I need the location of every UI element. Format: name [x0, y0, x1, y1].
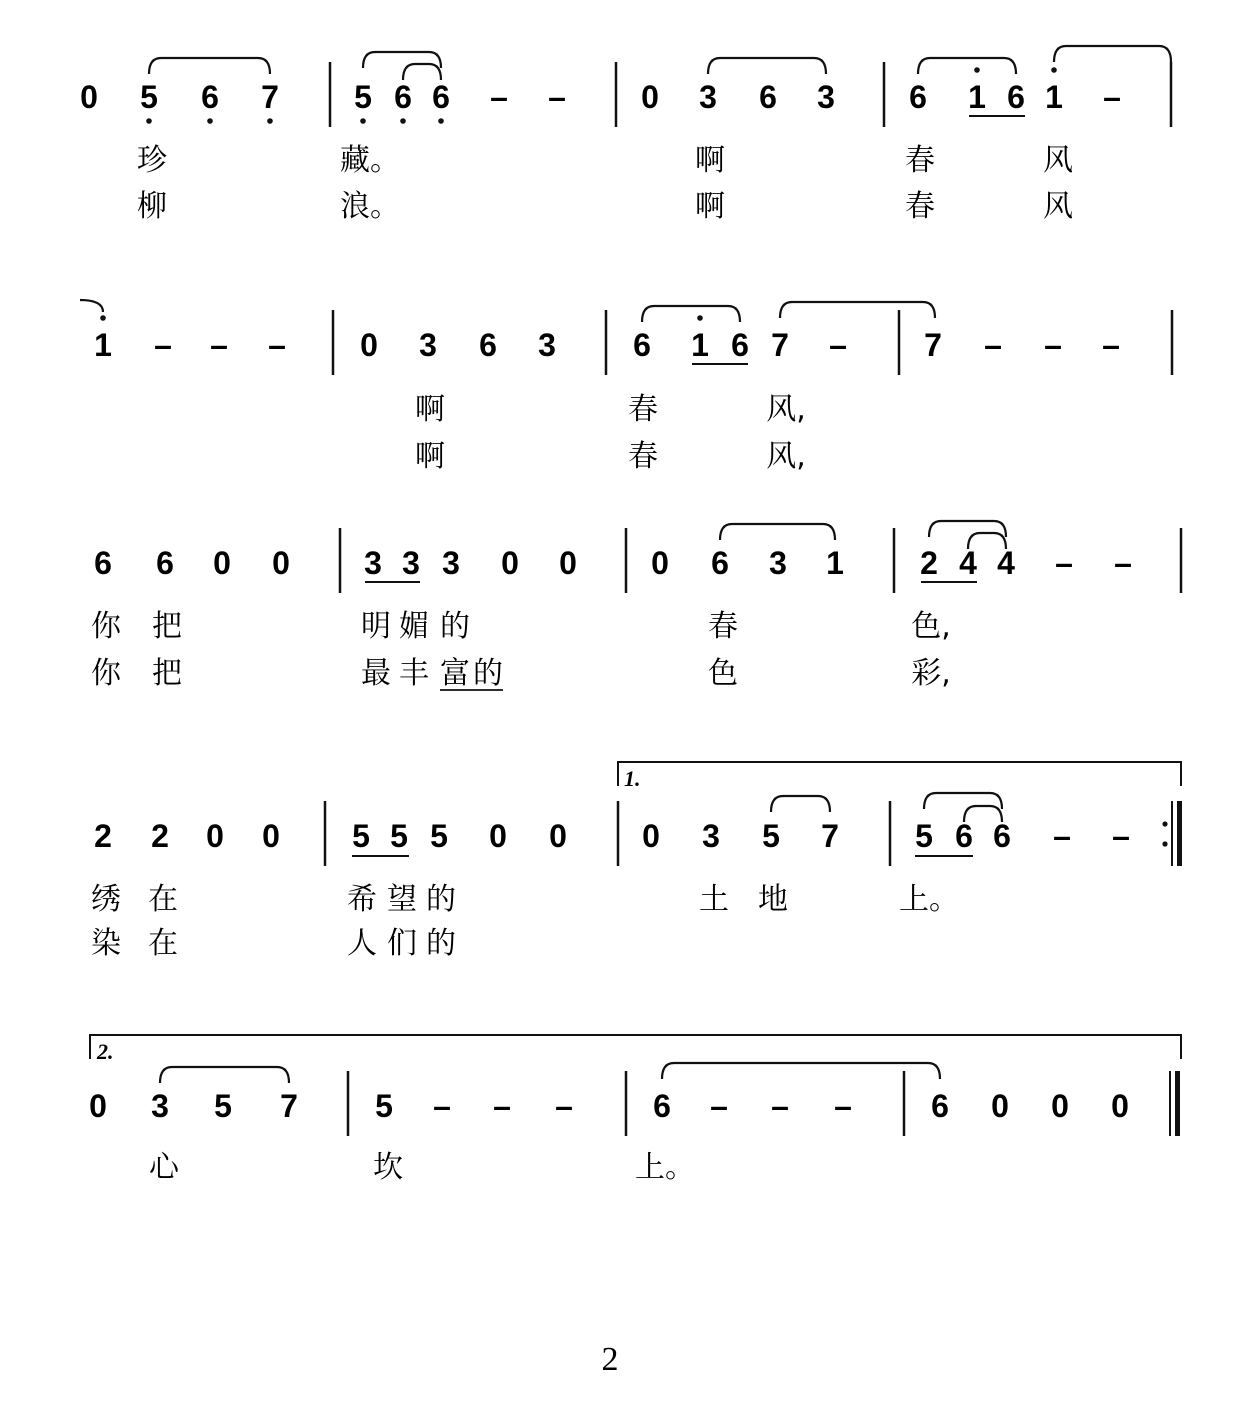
- dash-extension: –: [433, 1088, 451, 1124]
- note: 5: [375, 1088, 393, 1124]
- lyric-syllable: 彩,: [911, 656, 951, 691]
- lyric-syllable: 上。: [899, 882, 959, 917]
- repeat-dot: [1162, 841, 1167, 846]
- note: 6: [731, 327, 749, 363]
- note: 5: [390, 818, 408, 854]
- octave-dot-below: [400, 118, 406, 124]
- dash-extension: –: [268, 327, 286, 363]
- dash-extension: –: [154, 327, 172, 363]
- note: 0: [213, 545, 231, 581]
- lyric-syllable: 风: [1043, 143, 1073, 178]
- note: 5: [354, 79, 372, 115]
- note: 0: [651, 545, 669, 581]
- lyric-syllable: 色: [708, 656, 738, 691]
- dash-extension: –: [710, 1088, 728, 1124]
- note: 6: [156, 545, 174, 581]
- note: 3: [538, 327, 556, 363]
- lyric-syllable: 把: [152, 609, 182, 644]
- note: 0: [1051, 1088, 1069, 1124]
- lyric-syllable: 的: [426, 926, 456, 961]
- note: 3: [402, 545, 420, 581]
- note: 6: [432, 79, 450, 115]
- repeat-dot: [1162, 821, 1167, 826]
- note: 6: [394, 79, 412, 115]
- lyric-syllable: 富: [440, 656, 470, 691]
- octave-dot-below: [438, 118, 444, 124]
- volta-label: 2.: [97, 1039, 114, 1064]
- note: 0: [360, 327, 378, 363]
- dash-extension: –: [1044, 327, 1062, 363]
- note: 0: [262, 818, 280, 854]
- final-thick-bar: [1175, 1071, 1180, 1136]
- octave-dot-above: [974, 67, 980, 73]
- note: 4: [959, 545, 977, 581]
- lyric-syllable: 春: [905, 143, 935, 178]
- dash-extension: –: [771, 1088, 789, 1124]
- dash-extension: –: [1112, 818, 1130, 854]
- slur: [1054, 46, 1171, 62]
- note: 3: [702, 818, 720, 854]
- lyric-syllable: 春: [628, 439, 658, 474]
- dash-extension: –: [1103, 79, 1121, 115]
- lyric-syllable: 浪。: [340, 189, 400, 224]
- note: 1: [1045, 79, 1063, 115]
- dash-extension: –: [1055, 545, 1073, 581]
- slur: [149, 58, 270, 74]
- volta-bracket: [90, 1035, 1181, 1059]
- octave-dot-above: [1051, 67, 1057, 73]
- lyric-syllable: 明: [361, 609, 391, 644]
- note: 0: [80, 79, 98, 115]
- note: 6: [201, 79, 219, 115]
- score-lines: [80, 46, 1182, 1136]
- octave-dot-above: [697, 315, 703, 321]
- note: 0: [991, 1088, 1009, 1124]
- note: 3: [442, 545, 460, 581]
- note: 6: [909, 79, 927, 115]
- lyric-syllable: 啊: [695, 189, 725, 224]
- dash-extension: –: [1114, 545, 1132, 581]
- note: 3: [817, 79, 835, 115]
- note: 5: [140, 79, 158, 115]
- dash-extension: –: [548, 79, 566, 115]
- note: 5: [762, 818, 780, 854]
- octave-dot-below: [207, 118, 213, 124]
- note: 6: [759, 79, 777, 115]
- lyric-syllable: 的: [440, 609, 470, 644]
- note: 3: [769, 545, 787, 581]
- note: 6: [653, 1088, 671, 1124]
- octave-dot-above: [100, 315, 106, 321]
- lyric-syllable: 啊: [695, 143, 725, 178]
- note: 7: [924, 327, 942, 363]
- note: 2: [151, 818, 169, 854]
- dash-extension: –: [984, 327, 1002, 363]
- note: 3: [699, 79, 717, 115]
- note: 2: [920, 545, 938, 581]
- end-repeat-thick-bar: [1177, 801, 1182, 866]
- slur: [662, 1063, 940, 1079]
- dash-extension: –: [834, 1088, 852, 1124]
- note: 5: [915, 818, 933, 854]
- lyric-syllable: 风: [1043, 189, 1073, 224]
- lyric-syllable: 珍: [137, 143, 167, 178]
- lyric-syllable: 啊: [415, 439, 445, 474]
- lyric-syllable: 媚: [399, 609, 429, 644]
- note: 0: [1111, 1088, 1129, 1124]
- note: 6: [711, 545, 729, 581]
- note: 6: [479, 327, 497, 363]
- note: 7: [280, 1088, 298, 1124]
- lyric-syllable: 人: [347, 926, 377, 961]
- lyric-syllable: 染: [91, 926, 121, 961]
- note: 0: [489, 818, 507, 854]
- octave-dot-below: [360, 118, 366, 124]
- note: 1: [968, 79, 986, 115]
- note: 1: [94, 327, 112, 363]
- slur: [780, 302, 935, 318]
- note: 7: [821, 818, 839, 854]
- lyric-syllable: 们: [387, 926, 417, 961]
- note: 6: [1007, 79, 1025, 115]
- note: 6: [955, 818, 973, 854]
- note: 0: [501, 545, 519, 581]
- lyric-syllable: 地: [758, 882, 788, 917]
- slur: [403, 64, 441, 80]
- page-number: 2: [601, 1341, 619, 1378]
- note: 0: [642, 818, 660, 854]
- slur: [708, 58, 826, 74]
- lyric-syllable: 春: [708, 609, 738, 644]
- lyric-syllable: 啊: [415, 392, 445, 427]
- lyric-syllable: 色,: [911, 609, 951, 644]
- lyric-syllable: 在: [148, 926, 178, 961]
- note: 6: [94, 545, 112, 581]
- note: 6: [633, 327, 651, 363]
- slur: [363, 52, 441, 68]
- slur: [642, 306, 740, 322]
- dash-extension: –: [210, 327, 228, 363]
- dash-extension: –: [1053, 818, 1071, 854]
- lyric-syllable: 坎: [373, 1150, 403, 1185]
- note: 7: [261, 79, 279, 115]
- slur: [918, 58, 1016, 74]
- lyric-syllable: 你: [91, 609, 121, 644]
- lyric-syllable: 上。: [635, 1150, 695, 1185]
- note: 1: [826, 545, 844, 581]
- octave-dot-below: [146, 118, 152, 124]
- note: 3: [419, 327, 437, 363]
- lyric-syllable: 风,: [766, 439, 806, 474]
- lyric-syllable: 希: [347, 882, 377, 917]
- note: 0: [272, 545, 290, 581]
- note: 5: [214, 1088, 232, 1124]
- note: 0: [559, 545, 577, 581]
- lyric-syllable: 藏。: [340, 143, 400, 178]
- note: 4: [997, 545, 1015, 581]
- lyric-syllable: 土: [699, 882, 729, 917]
- lyric-syllable: 把: [152, 656, 182, 691]
- dash-extension: –: [493, 1088, 511, 1124]
- score-lyrics: [91, 143, 1073, 1185]
- note: 7: [771, 327, 789, 363]
- slur: [160, 1067, 289, 1083]
- lyric-syllable: 柳: [137, 189, 167, 224]
- slur: [771, 796, 830, 812]
- note: 0: [206, 818, 224, 854]
- note: 6: [993, 818, 1011, 854]
- lyric-syllable: 丰: [399, 656, 429, 691]
- lyric-syllable: 你: [91, 656, 121, 691]
- lyric-syllable: 心: [149, 1150, 179, 1185]
- lyric-syllable: 最: [361, 656, 391, 691]
- dash-extension: –: [1102, 327, 1120, 363]
- lyric-syllable: 春: [905, 189, 935, 224]
- note: 6: [931, 1088, 949, 1124]
- dash-extension: –: [555, 1088, 573, 1124]
- slur: [720, 524, 835, 540]
- lyric-syllable: 的: [426, 882, 456, 917]
- volta-label: 1.: [624, 766, 641, 791]
- score-notes: [80, 67, 1132, 1124]
- lyric-syllable: 绣: [91, 882, 121, 917]
- note: 0: [89, 1088, 107, 1124]
- note: 5: [430, 818, 448, 854]
- lyric-syllable: 望: [387, 882, 417, 917]
- note: 3: [364, 545, 382, 581]
- dash-extension: –: [829, 327, 847, 363]
- lyric-syllable: 春: [628, 392, 658, 427]
- note: 0: [549, 818, 567, 854]
- note: 0: [641, 79, 659, 115]
- lyric-syllable: 风,: [766, 392, 806, 427]
- note: 5: [352, 818, 370, 854]
- lyric-syllable: 的: [473, 656, 503, 691]
- slur: [929, 521, 1006, 537]
- note: 3: [151, 1088, 169, 1124]
- note: 1: [691, 327, 709, 363]
- volta-bracket: [618, 762, 1181, 786]
- lyric-syllable: 在: [148, 882, 178, 917]
- slur-continuation: [80, 300, 103, 312]
- note: 2: [94, 818, 112, 854]
- octave-dot-below: [267, 118, 273, 124]
- dash-extension: –: [490, 79, 508, 115]
